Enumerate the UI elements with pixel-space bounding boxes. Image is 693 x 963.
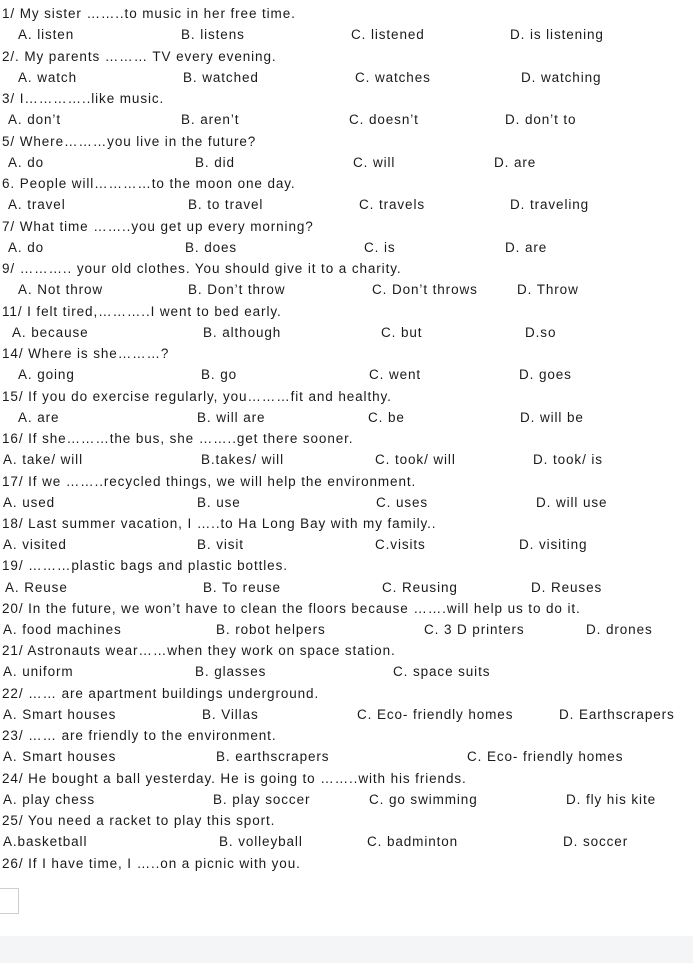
- question-17-option-a[interactable]: A. Smart houses: [3, 707, 117, 722]
- question-2-option-c[interactable]: C. watches: [355, 70, 431, 85]
- question-14-option-a[interactable]: A. Reuse: [5, 580, 68, 595]
- question-10-option-c[interactable]: C. be: [368, 410, 405, 425]
- question-10-text: 15/ If you do exercise regularly, you………fit and healthy.: [2, 389, 392, 404]
- question-9-option-c[interactable]: C. went: [369, 367, 422, 382]
- question-6-option-c[interactable]: C. is: [364, 240, 396, 255]
- question-19-option-c[interactable]: C. go swimming: [369, 792, 478, 807]
- question-1-text: 1/ My sister ……..to music in her free time.: [2, 6, 296, 21]
- question-19-option-b[interactable]: B. play soccer: [213, 792, 311, 807]
- question-8-option-d[interactable]: D.so: [525, 325, 557, 340]
- question-18-text: 23/ …… are friendly to the environment.: [2, 728, 277, 743]
- question-2-option-a[interactable]: A. watch: [18, 70, 77, 85]
- question-6-option-b[interactable]: B. does: [185, 240, 238, 255]
- question-3-option-b[interactable]: B. aren’t: [181, 112, 240, 127]
- question-5-option-b[interactable]: B. to travel: [188, 197, 264, 212]
- question-3-option-d[interactable]: D. don’t to: [505, 112, 577, 127]
- question-5-option-c[interactable]: C. travels: [359, 197, 426, 212]
- question-14-option-d[interactable]: D. Reuses: [531, 580, 603, 595]
- question-8-option-c[interactable]: C. but: [381, 325, 423, 340]
- question-15-option-b[interactable]: B. robot helpers: [216, 622, 326, 637]
- question-7-text: 9/ ……….. your old clothes. You should give it to a charity.: [2, 261, 402, 276]
- question-4-option-d[interactable]: D. are: [494, 155, 537, 170]
- question-9-option-d[interactable]: D. goes: [519, 367, 572, 382]
- question-4-text: 5/ Where………you live in the future?: [2, 134, 257, 149]
- question-20-option-a[interactable]: A.basketball: [3, 834, 88, 849]
- question-13-option-a[interactable]: A. visited: [3, 537, 67, 552]
- question-13-option-b[interactable]: B. visit: [197, 537, 244, 552]
- question-20-option-d[interactable]: D. soccer: [563, 834, 629, 849]
- question-1-option-d[interactable]: D. is listening: [510, 27, 604, 42]
- question-16-option-c[interactable]: C. space suits: [393, 664, 491, 679]
- question-20-text: 25/ You need a racket to play this sport.: [2, 813, 276, 828]
- question-21-text: 26/ If I have time, I …..on a picnic with you.: [2, 856, 301, 871]
- question-17-option-b[interactable]: B. Villas: [202, 707, 259, 722]
- question-13-option-c[interactable]: C.visits: [375, 537, 426, 552]
- question-4-option-a[interactable]: A. do: [8, 155, 45, 170]
- question-7-option-b[interactable]: B. Don’t throw: [188, 282, 286, 297]
- question-8-option-b[interactable]: B. although: [203, 325, 282, 340]
- question-8-text: 11/ I felt tired,………..I went to bed early.: [2, 304, 282, 319]
- question-12-text: 17/ If we ……..recycled things, we will help the environment.: [2, 474, 417, 489]
- question-1-option-a[interactable]: A. listen: [18, 27, 75, 42]
- question-5-text: 6. People will…………to the moon one day.: [2, 176, 296, 191]
- question-11-option-c[interactable]: C. took/ will: [375, 452, 456, 467]
- question-1-option-b[interactable]: B. listens: [181, 27, 245, 42]
- question-20-option-b[interactable]: B. volleyball: [219, 834, 303, 849]
- question-11-option-d[interactable]: D. took/ is: [533, 452, 603, 467]
- question-18-option-a[interactable]: A. Smart houses: [3, 749, 117, 764]
- question-14-text: 19/ ………plastic bags and plastic bottles.: [2, 558, 288, 573]
- question-10-option-a[interactable]: A. are: [18, 410, 60, 425]
- question-1-option-c[interactable]: C. listened: [351, 27, 425, 42]
- question-3-option-c[interactable]: C. doesn’t: [349, 112, 419, 127]
- question-19-option-d[interactable]: D. fly his kite: [566, 792, 657, 807]
- question-11-text: 16/ If she………the bus, she ……..get there sooner.: [2, 431, 354, 446]
- question-16-text: 21/ Astronauts wear……when they work on space station.: [2, 643, 396, 658]
- question-17-text: 22/ …… are apartment buildings underground.: [2, 686, 320, 701]
- question-5-option-d[interactable]: D. traveling: [510, 197, 590, 212]
- bottom-band: [0, 936, 693, 963]
- answer-input-box[interactable]: [0, 888, 19, 914]
- question-13-text: 18/ Last summer vacation, I …..to Ha Long Bay with my family..: [2, 516, 437, 531]
- question-15-option-d[interactable]: D. drones: [586, 622, 653, 637]
- question-9-text: 14/ Where is she………?: [2, 346, 170, 361]
- question-12-option-a[interactable]: A. used: [3, 495, 56, 510]
- question-16-option-a[interactable]: A. uniform: [3, 664, 74, 679]
- question-18-option-b[interactable]: B. earthscrapers: [216, 749, 330, 764]
- question-2-option-d[interactable]: D. watching: [521, 70, 602, 85]
- question-12-option-b[interactable]: B. use: [197, 495, 241, 510]
- question-17-option-d[interactable]: D. Earthscrapers: [559, 707, 675, 722]
- question-2-option-b[interactable]: B. watched: [183, 70, 259, 85]
- question-9-option-b[interactable]: B. go: [201, 367, 238, 382]
- question-17-option-c[interactable]: C. Eco- friendly homes: [357, 707, 514, 722]
- question-10-option-d[interactable]: D. will be: [520, 410, 584, 425]
- question-15-option-c[interactable]: C. 3 D printers: [424, 622, 525, 637]
- question-4-option-b[interactable]: B. did: [195, 155, 235, 170]
- question-7-option-d[interactable]: D. Throw: [517, 282, 579, 297]
- question-2-text: 2/. My parents ……… TV every evening.: [2, 49, 277, 64]
- question-6-option-a[interactable]: A. do: [8, 240, 45, 255]
- question-7-option-c[interactable]: C. Don’t throws: [372, 282, 478, 297]
- question-8-option-a[interactable]: A. because: [12, 325, 89, 340]
- question-6-option-d[interactable]: D. are: [505, 240, 548, 255]
- question-12-option-c[interactable]: C. uses: [376, 495, 429, 510]
- question-19-text: 24/ He bought a ball yesterday. He is going to ……..with his friends.: [2, 771, 467, 786]
- question-15-text: 20/ In the future, we won’t have to clean the floors because …….will help us to do it.: [2, 601, 581, 616]
- question-3-text: 3/ I…………..like music.: [2, 91, 165, 106]
- question-11-option-a[interactable]: A. take/ will: [3, 452, 83, 467]
- question-19-option-a[interactable]: A. play chess: [3, 792, 95, 807]
- question-15-option-a[interactable]: A. food machines: [3, 622, 122, 637]
- question-20-option-c[interactable]: C. badminton: [367, 834, 459, 849]
- question-18-option-c[interactable]: C. Eco- friendly homes: [467, 749, 624, 764]
- question-10-option-b[interactable]: B. will are: [197, 410, 266, 425]
- question-3-option-a[interactable]: A. don’t: [8, 112, 61, 127]
- question-6-text: 7/ What time ……..you get up every morning?: [2, 219, 314, 234]
- question-14-option-b[interactable]: B. To reuse: [203, 580, 281, 595]
- question-11-option-b[interactable]: B.takes/ will: [201, 452, 284, 467]
- question-5-option-a[interactable]: A. travel: [8, 197, 66, 212]
- question-9-option-a[interactable]: A. going: [18, 367, 75, 382]
- question-13-option-d[interactable]: D. visiting: [519, 537, 588, 552]
- question-14-option-c[interactable]: C. Reusing: [382, 580, 458, 595]
- question-4-option-c[interactable]: C. will: [353, 155, 396, 170]
- question-16-option-b[interactable]: B. glasses: [195, 664, 267, 679]
- question-12-option-d[interactable]: D. will use: [536, 495, 608, 510]
- question-7-option-a[interactable]: A. Not throw: [18, 282, 104, 297]
